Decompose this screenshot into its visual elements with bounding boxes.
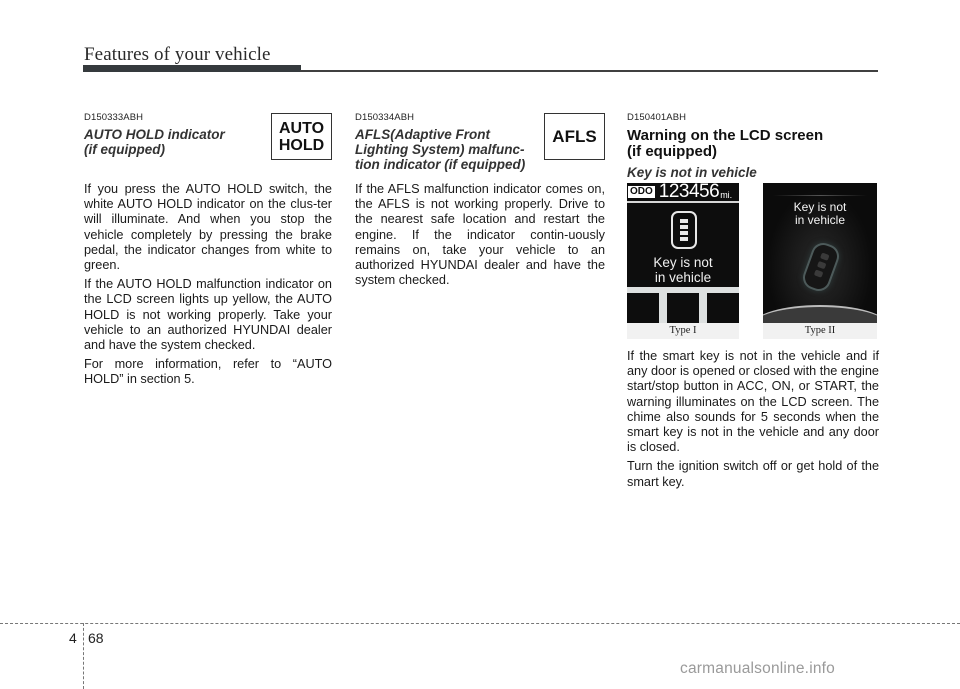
odometer	[627, 183, 739, 203]
image-caption: Type I	[627, 323, 739, 339]
section-code: D150333ABH	[84, 112, 144, 123]
paragraph: If the AUTO HOLD malfunction indicator on the LCD screen lights up yellow, the AUTO HOLD is not working properly. Take your vehicle to an authorized HYUNDAI dealer and have the system checked.	[84, 277, 332, 353]
section-code: D150401ABH	[627, 112, 687, 123]
section-code: D150334ABH	[355, 112, 415, 123]
section-title-line: AFLS(Adaptive Front	[355, 127, 490, 142]
paragraph: For more information, refer to “AUTO HOLD” in section 5.	[84, 357, 332, 387]
section-number: 4	[69, 630, 77, 646]
lcd-message-line: in vehicle	[654, 270, 712, 285]
section-title-line: tion indicator (if equipped)	[355, 157, 526, 172]
watermark: carmanualsonline.info	[680, 660, 835, 677]
lcd-image-type-1	[627, 183, 739, 339]
smart-key-icon	[671, 211, 697, 249]
auto-hold-indicator-icon	[271, 113, 332, 160]
paragraph: Turn the ignition switch off or get hold of the smart key.	[627, 459, 879, 489]
section-body	[627, 349, 879, 494]
lcd-message	[763, 201, 877, 227]
lcd-message-line: Key is not	[793, 200, 847, 214]
lcd-screen	[763, 183, 877, 323]
section-body	[84, 182, 332, 388]
dashboard-arc	[763, 305, 877, 323]
footer-divider	[0, 623, 960, 624]
section-body	[355, 182, 605, 288]
section-subheading: Key is not in vehicle	[627, 165, 757, 180]
paragraph: If the smart key is not in the vehicle and if any door is opened or closed with the engine start/stop button in ACC, ON, or START, the warning illuminates on the LCD screen. The chime also sounds for 5 seconds when the smart key is not in the vehicle and any door is closed.	[627, 349, 879, 455]
section-heading	[627, 128, 879, 160]
section-title-line: AUTO HOLD indicator	[84, 127, 225, 142]
indicator-label: HOLD	[278, 136, 325, 154]
lcd-message	[627, 255, 739, 285]
odo-value: 123456	[658, 183, 720, 202]
lcd-screen	[627, 183, 739, 323]
section-heading-line: (if equipped)	[627, 143, 717, 160]
indicator-label: AUTO	[278, 119, 325, 137]
paragraph: If you press the AUTO HOLD switch, the white AUTO HOLD indicator on the clus-ter will illuminate. And when you stop the vehicle completely by pressing the brake pedal, the indicator changes from white to green.	[84, 182, 332, 273]
odo-unit: mi.	[720, 190, 733, 200]
odo-label: ODO	[630, 186, 653, 197]
footer-vertical-divider	[83, 623, 84, 689]
lcd-image-type-2	[763, 183, 877, 339]
afls-indicator-icon	[544, 113, 605, 160]
header-rule	[300, 70, 878, 72]
paragraph: If the AFLS malfunction indicator comes on, the AFLS is not working properly. Drive to the nearest safe location and restart the engine. If the indicator contin-uously remains on, take your vehicle to an authorized HYUNDAI dealer and have the system checked.	[355, 182, 605, 288]
indicator-label: AFLS	[552, 126, 597, 146]
section-title-line: (if equipped)	[84, 142, 165, 157]
smart-key-fob-icon	[800, 240, 843, 295]
page-header-title: Features of your vehicle	[84, 44, 271, 65]
page-number: 68	[88, 630, 104, 646]
lcd-panels	[627, 287, 739, 323]
lcd-message-line: Key is not	[653, 255, 713, 270]
lcd-message-line: in vehicle	[794, 213, 846, 227]
section-title-line: Lighting System) malfunc-	[355, 142, 525, 157]
section-heading-line: Warning on the LCD screen	[627, 127, 824, 144]
header-bar	[83, 65, 301, 72]
image-caption: Type II	[763, 323, 877, 339]
